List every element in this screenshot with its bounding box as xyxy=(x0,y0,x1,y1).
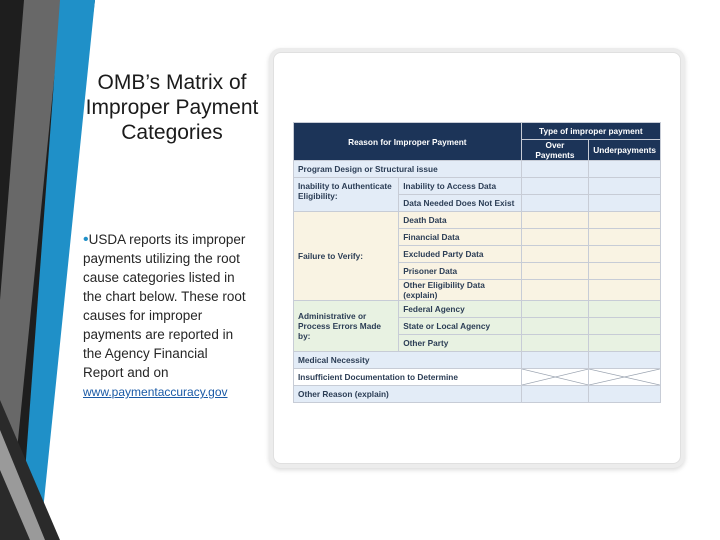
other-reason-cell: Other Reason (explain) xyxy=(294,386,522,403)
inability-label: Inability to Authenticate Eligibility: xyxy=(294,178,399,212)
failure-item: Death Data xyxy=(399,212,521,229)
header-over: Over Payments xyxy=(521,140,589,161)
bullet-dot-icon: • xyxy=(83,231,89,248)
header-type: Type of improper payment xyxy=(521,123,660,140)
failure-label: Failure to Verify: xyxy=(294,212,399,301)
bullet-paragraph xyxy=(83,230,251,402)
failure-item: Excluded Party Data xyxy=(399,246,521,263)
improper-payment-matrix xyxy=(293,122,661,403)
header-reason: Reason for Improper Payment xyxy=(294,123,522,161)
medical-cell: Medical Necessity xyxy=(294,352,522,369)
admin-item: Other Party xyxy=(399,335,521,352)
insufficient-cell: Insufficient Documentation to Determine xyxy=(294,369,522,386)
inability-item: Inability to Access Data xyxy=(399,178,521,195)
admin-item: Federal Agency xyxy=(399,301,521,318)
bullet-text: USDA reports its improper payments utilizing the root cause categories listed in the chart below. These root causes for improper payments are reported in the Agency Financial Report and on xyxy=(83,232,246,380)
table-row xyxy=(294,301,661,318)
table-row xyxy=(294,369,661,386)
table-row xyxy=(294,178,661,195)
paymentaccuracy-link[interactable]: www.paymentaccuracy.gov xyxy=(83,385,228,399)
slide-title: OMB’s Matrix of Improper Payment Categories xyxy=(85,71,259,144)
failure-item: Financial Data xyxy=(399,229,521,246)
program-design-cell: Program Design or Structural issue xyxy=(294,161,522,178)
na-cross-cell xyxy=(521,369,589,386)
image-frame xyxy=(273,52,681,464)
admin-label: Administrative or Process Errors Made by: xyxy=(294,301,399,352)
na-cross-cell xyxy=(589,369,661,386)
inability-item: Data Needed Does Not Exist xyxy=(399,195,521,212)
table-row xyxy=(294,161,661,178)
admin-item: State or Local Agency xyxy=(399,318,521,335)
table-row xyxy=(294,386,661,403)
failure-item: Prisoner Data xyxy=(399,263,521,280)
header-under: Underpayments xyxy=(589,140,661,161)
table-row xyxy=(294,212,661,229)
table-row xyxy=(294,352,661,369)
failure-item: Other Eligibility Data (explain) xyxy=(399,280,521,301)
